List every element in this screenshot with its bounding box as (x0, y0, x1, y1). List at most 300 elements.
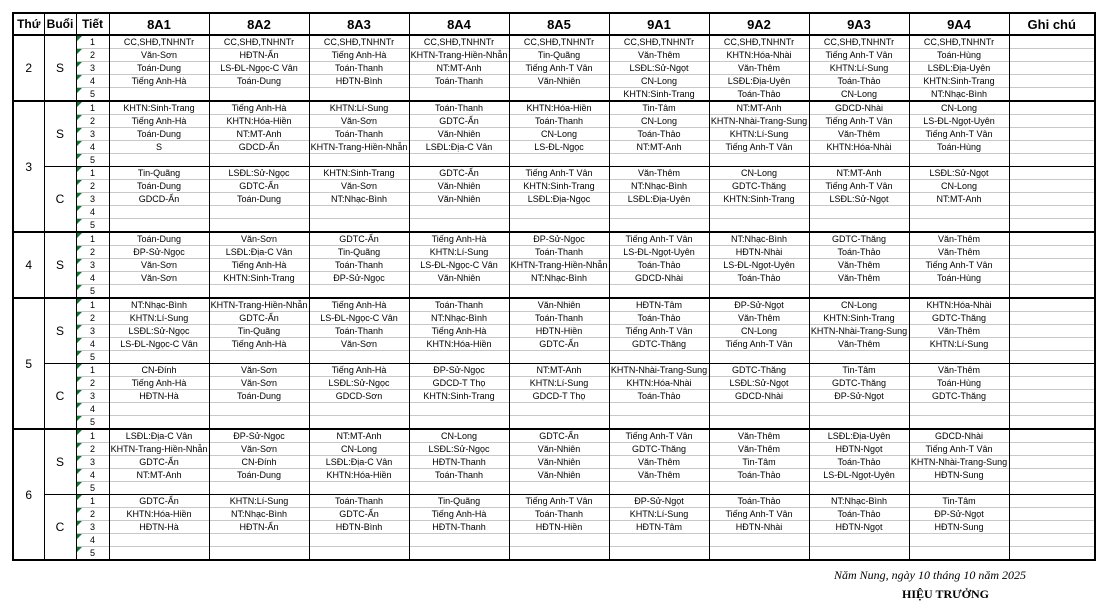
subject-cell: Văn-Thêm (709, 443, 809, 456)
note-cell (1009, 482, 1095, 495)
subject-cell: KHTN:Hóa-Hiền (109, 508, 209, 521)
subject-cell: CN-Long (609, 115, 709, 128)
class-header: 8A3 (309, 13, 409, 35)
subject-cell (809, 219, 909, 233)
subject-cell: Văn-Sơn (109, 49, 209, 62)
note-cell (1009, 246, 1095, 259)
session-header: Buổi (44, 13, 76, 35)
subject-cell: Văn-Thêm (609, 469, 709, 482)
subject-cell (609, 206, 709, 219)
table-row (13, 101, 1095, 115)
subject-cell (309, 482, 409, 495)
note-cell (1009, 219, 1095, 233)
table-row (13, 429, 1095, 443)
subject-cell (109, 547, 209, 561)
note-cell (1009, 456, 1095, 469)
subject-cell: Văn-Thêm (609, 167, 709, 180)
subject-cell: Văn-Sơn (309, 180, 409, 193)
subject-cell: KHTN:Lí-Sung (809, 62, 909, 75)
subject-cell: CN-Long (309, 443, 409, 456)
subject-cell: Toán-Dung (209, 390, 309, 403)
subject-cell: Toán-Thanh (309, 62, 409, 75)
subject-cell (609, 534, 709, 547)
subject-cell (909, 482, 1009, 495)
day-cell: 5 (13, 298, 44, 429)
subject-cell (409, 547, 509, 561)
subject-cell: NT:Nhạc-Bình (709, 232, 809, 246)
subject-cell (409, 88, 509, 102)
subject-cell: LSĐL:Sử-Ngọc (209, 167, 309, 180)
period-cell: 1 (76, 232, 109, 246)
note-cell (1009, 338, 1095, 351)
subject-cell: HĐTN-Thanh (409, 456, 509, 469)
table-row (13, 206, 1095, 219)
subject-cell: Tin-Tâm (709, 456, 809, 469)
subject-cell: Toán-Thảo (609, 390, 709, 403)
period-cell: 3 (76, 193, 109, 206)
subject-cell: HĐTN-Nhài (709, 246, 809, 259)
subject-cell: KHTN:Sinh-Trang (109, 101, 209, 115)
class-header: 9A4 (909, 13, 1009, 35)
period-cell: 3 (76, 128, 109, 141)
table-row (13, 416, 1095, 430)
subject-cell: KHTN:Hóa-Nhài (709, 49, 809, 62)
subject-cell: GDCD-Ẩn (109, 193, 209, 206)
period-cell: 3 (76, 390, 109, 403)
subject-cell: HĐTN-Bình (309, 521, 409, 534)
table-row (13, 521, 1095, 534)
subject-cell: Văn-Nhiên (509, 443, 609, 456)
subject-cell: GDCD-Sơn (309, 390, 409, 403)
subject-cell: KHTN:Hóa-Nhài (809, 141, 909, 154)
class-header: 9A1 (609, 13, 709, 35)
subject-cell: GDTC-Thăng (709, 180, 809, 193)
subject-cell: CC,SHĐ,TNHNTr (209, 35, 309, 49)
subject-cell (409, 351, 509, 364)
subject-cell: NT:Nhạc-Bình (309, 193, 409, 206)
subject-cell (409, 154, 509, 167)
note-cell (1009, 508, 1095, 521)
table-row (13, 167, 1095, 180)
subject-cell: Toán-Hùng (909, 141, 1009, 154)
note-cell (1009, 364, 1095, 377)
subject-cell: KHTN:Sinh-Trang (609, 88, 709, 102)
subject-cell (609, 403, 709, 416)
subject-cell (809, 482, 909, 495)
subject-cell (609, 482, 709, 495)
subject-cell (709, 351, 809, 364)
table-row (13, 246, 1095, 259)
subject-cell: Toán-Dung (109, 180, 209, 193)
subject-cell: Tiếng Anh-T Vân (909, 259, 1009, 272)
subject-cell: Toán-Thanh (409, 298, 509, 312)
note-cell (1009, 495, 1095, 508)
table-row (13, 338, 1095, 351)
subject-cell (909, 285, 1009, 299)
subject-cell: KHTN:Sinh-Trang (309, 167, 409, 180)
period-cell: 5 (76, 482, 109, 495)
day-cell: 4 (13, 232, 44, 298)
note-cell (1009, 128, 1095, 141)
subject-cell: Văn-Nhiên (509, 456, 609, 469)
table-row (13, 325, 1095, 338)
table-row (13, 495, 1095, 508)
subject-cell: KHTN-Trang-Hiền-Nhẫn (310, 142, 408, 152)
subject-cell: KHTN:Hóa-Nhài (909, 298, 1009, 312)
subject-cell: Văn-Nhiên (509, 469, 609, 482)
subject-cell: Toán-Dung (109, 62, 209, 75)
subject-cell: Tiếng Anh-Hà (209, 259, 309, 272)
subject-cell: Văn-Thêm (609, 456, 709, 469)
subject-cell (509, 219, 609, 233)
subject-cell: KHTN:Hóa-Hiền (409, 338, 509, 351)
subject-cell: Văn-Thêm (809, 259, 909, 272)
subject-cell (209, 154, 309, 167)
subject-cell: Văn-Nhiên (509, 75, 609, 88)
note-cell (1009, 232, 1095, 246)
subject-cell: KHTN:Hóa-Hiền (309, 469, 409, 482)
subject-cell: NT:MT-Anh (209, 128, 309, 141)
subject-cell: KHTN:Sinh-Trang (509, 180, 609, 193)
subject-cell: HĐTN-Thanh (409, 521, 509, 534)
subject-cell: GDCD-Nhài (609, 272, 709, 285)
subject-cell: ĐP-Sử-Ngọt (609, 495, 709, 508)
subject-cell: LSĐL:Địa-C Vân (309, 456, 409, 469)
table-row (13, 272, 1095, 285)
subject-cell: Tiếng Anh-Hà (209, 338, 309, 351)
subject-cell: GDCD-Nhài (909, 429, 1009, 443)
note-cell (1009, 206, 1095, 219)
note-cell (1009, 167, 1095, 180)
note-cell (1009, 180, 1095, 193)
subject-cell: CN-Long (709, 325, 809, 338)
subject-cell: LS-ĐL-Ngọt-Uyên (609, 246, 709, 259)
subject-cell (509, 547, 609, 561)
subject-cell: LSĐL:Sử-Ngọc (109, 325, 209, 338)
note-cell (1009, 521, 1095, 534)
footer-date: Năm Nung, ngày 10 tháng 10 năm 2025 (834, 568, 1026, 582)
subject-cell: NT:MT-Anh (909, 193, 1009, 206)
subject-cell: KHTN:Hóa-Hiền (209, 115, 309, 128)
subject-cell: Toán-Hùng (909, 377, 1009, 390)
table-row (13, 547, 1095, 561)
subject-cell: HĐTN-Sung (909, 469, 1009, 482)
note-cell (1009, 469, 1095, 482)
subject-cell (709, 219, 809, 233)
subject-cell: Tiếng Anh-T Vân (709, 508, 809, 521)
note-cell (1009, 88, 1095, 102)
subject-cell: Toán-Hùng (909, 272, 1009, 285)
subject-cell: Toán-Thảo (709, 469, 809, 482)
subject-cell (909, 403, 1009, 416)
subject-cell: Tiếng Anh-T Vân (509, 167, 609, 180)
subject-cell: Văn-Thêm (709, 312, 809, 325)
table-row (13, 377, 1095, 390)
subject-cell: KHTN:Sinh-Trang (809, 312, 909, 325)
subject-cell: NT:Nhạc-Bình (809, 495, 909, 508)
note-cell (1009, 141, 1095, 154)
note-cell (1009, 259, 1095, 272)
table-row (13, 390, 1095, 403)
subject-cell (209, 482, 309, 495)
subject-cell: LSĐL:Địa-Uyên (609, 193, 709, 206)
subject-cell: Toán-Thanh (509, 115, 609, 128)
period-cell: 3 (76, 456, 109, 469)
table-row (13, 88, 1095, 102)
subject-cell: Toán-Thanh (409, 75, 509, 88)
subject-cell (109, 285, 209, 299)
subject-cell: KHTN:Lí-Sung (909, 338, 1009, 351)
subject-cell: HĐTN-Hà (109, 390, 209, 403)
subject-cell: GDTC-Ẩn (409, 167, 509, 180)
subject-cell: LSĐL:Địa-Ngọc (509, 193, 609, 206)
subject-cell (709, 403, 809, 416)
subject-cell: Toán-Thảo (809, 508, 909, 521)
subject-cell: CN-Đính (109, 364, 209, 377)
subject-cell: NT:MT-Anh (809, 167, 909, 180)
class-header: 9A2 (709, 13, 809, 35)
subject-cell: CC,SHĐ,TNHNTr (509, 35, 609, 49)
subject-cell: Tin-Tâm (809, 364, 909, 377)
subject-cell: CC,SHĐ,TNHNTr (109, 35, 209, 49)
subject-cell: Toán-Dung (209, 469, 309, 482)
subject-cell (509, 285, 609, 299)
note-cell (1009, 285, 1095, 299)
subject-cell: ĐP-Sử-Ngọt (909, 508, 1009, 521)
subject-cell: Văn-Nhiên (409, 193, 509, 206)
subject-cell: NT:MT-Anh (309, 429, 409, 443)
subject-cell: CC,SHĐ,TNHNTr (709, 35, 809, 49)
subject-cell: Tiếng Anh-T Vân (709, 141, 809, 154)
note-cell (1009, 443, 1095, 456)
subject-cell: HĐTN-Ngọt (809, 521, 909, 534)
period-cell: 2 (76, 115, 109, 128)
subject-cell: NT:Nhạc-Bình (209, 508, 309, 521)
subject-cell: Toán-Thảo (709, 272, 809, 285)
subject-cell: ĐP-Sử-Ngọc (509, 232, 609, 246)
subject-cell (309, 206, 409, 219)
subject-cell: Tiếng Anh-Hà (309, 298, 409, 312)
subject-cell: GDCD-Nhài (709, 390, 809, 403)
subject-cell: Tiếng Anh-T Vân (509, 495, 609, 508)
subject-cell: KHTN:Lí-Sung (509, 377, 609, 390)
session-cell: S (44, 101, 76, 167)
subject-cell: KHTN-Nhài-Trang-Sung (710, 116, 808, 126)
subject-cell (809, 403, 909, 416)
note-cell (1009, 115, 1095, 128)
subject-cell (109, 416, 209, 430)
subject-cell (609, 154, 709, 167)
subject-cell: CN-Long (909, 180, 1009, 193)
table-row (13, 469, 1095, 482)
table-row (13, 193, 1095, 206)
subject-cell: GDCD-T Thọ (409, 377, 509, 390)
subject-cell: GDTC-Ẩn (509, 338, 609, 351)
subject-cell: Tiếng Anh-Hà (409, 508, 509, 521)
period-cell: 4 (76, 469, 109, 482)
subject-cell: Tiếng Anh-Hà (309, 49, 409, 62)
subject-cell: Văn-Thêm (909, 246, 1009, 259)
subject-cell: HĐTN-Tâm (609, 298, 709, 312)
subject-cell: KHTN:Sinh-Trang (409, 390, 509, 403)
table-row (13, 35, 1095, 49)
note-cell (1009, 377, 1095, 390)
subject-cell: KHTN:Sinh-Trang (709, 193, 809, 206)
subject-cell: ĐP-Sử-Ngọc (309, 272, 409, 285)
session-cell: C (44, 495, 76, 561)
subject-cell (109, 534, 209, 547)
note-cell (1009, 429, 1095, 443)
subject-cell: LSĐL:Địa-Uyên (709, 75, 809, 88)
subject-cell: GDTC-Thăng (809, 232, 909, 246)
timetable-body (13, 35, 1095, 560)
subject-cell: NT:Nhạc-Bình (109, 298, 209, 312)
subject-cell: Văn-Thêm (909, 325, 1009, 338)
subject-cell (309, 534, 409, 547)
subject-cell (809, 285, 909, 299)
note-cell (1009, 547, 1095, 561)
session-cell: S (44, 232, 76, 298)
subject-cell: Tiếng Anh-T Vân (709, 338, 809, 351)
subject-cell (509, 403, 609, 416)
note-cell (1009, 351, 1095, 364)
subject-cell: LS-ĐL-Ngọc-C Vân (409, 259, 509, 272)
subject-cell: GDTC-Thăng (609, 338, 709, 351)
subject-cell (409, 482, 509, 495)
subject-cell (809, 547, 909, 561)
subject-cell: HĐTN-Hiền (509, 521, 609, 534)
period-cell: 1 (76, 298, 109, 312)
table-row (13, 508, 1095, 521)
subject-cell: KHTN-Trang-Hiền-Nhẫn (510, 260, 608, 270)
subject-cell: GDTC-Thăng (609, 443, 709, 456)
subject-cell: GDTC-Ẩn (109, 495, 209, 508)
period-cell: 3 (76, 259, 109, 272)
subject-cell: Tiếng Anh-T Vân (609, 429, 709, 443)
subject-cell: Toán-Dung (109, 232, 209, 246)
subject-cell: NT:MT-Anh (609, 141, 709, 154)
subject-cell (809, 154, 909, 167)
period-cell: 3 (76, 521, 109, 534)
table-row (13, 232, 1095, 246)
subject-cell: Toán-Thảo (709, 88, 809, 102)
subject-cell: GDTC-Ẩn (309, 232, 409, 246)
subject-cell: Văn-Thêm (809, 272, 909, 285)
note-cell (1009, 403, 1095, 416)
subject-cell (509, 88, 609, 102)
table-row (13, 364, 1095, 377)
subject-cell: Toán-Thanh (509, 246, 609, 259)
subject-cell (109, 403, 209, 416)
subject-cell (309, 219, 409, 233)
period-cell: 3 (76, 325, 109, 338)
subject-cell: Toán-Thanh (309, 495, 409, 508)
subject-cell: Văn-Sơn (209, 377, 309, 390)
subject-cell: LSĐL:Địa-C Vân (409, 141, 509, 154)
subject-cell: ĐP-Sử-Ngọt (709, 298, 809, 312)
subject-cell: Văn-Sơn (209, 232, 309, 246)
table-row (13, 259, 1095, 272)
period-cell: 4 (76, 338, 109, 351)
period-cell: 4 (76, 141, 109, 154)
subject-cell (709, 547, 809, 561)
subject-cell: CN-Long (709, 167, 809, 180)
period-cell: 4 (76, 272, 109, 285)
timetable (12, 12, 1096, 561)
subject-cell: GDTC-Ẩn (509, 429, 609, 443)
subject-cell (909, 206, 1009, 219)
note-cell (1009, 101, 1095, 115)
note-cell (1009, 312, 1095, 325)
subject-cell: Toán-Thanh (409, 101, 509, 115)
subject-cell: Tin-Quãng (109, 167, 209, 180)
subject-cell: Tiếng Anh-T Vân (909, 128, 1009, 141)
subject-cell: GDTC-Ẩn (209, 312, 309, 325)
subject-cell: Tiếng Anh-T Vân (909, 443, 1009, 456)
subject-cell: CC,SHĐ,TNHNTr (309, 35, 409, 49)
subject-cell: Tiếng Anh-T Vân (809, 115, 909, 128)
table-row (13, 482, 1095, 495)
day-header: Thứ (13, 13, 44, 35)
subject-cell (409, 219, 509, 233)
subject-cell (409, 206, 509, 219)
note-cell (1009, 49, 1095, 62)
period-cell: 2 (76, 443, 109, 456)
subject-cell: Văn-Sơn (309, 338, 409, 351)
subject-cell: Văn-Sơn (109, 259, 209, 272)
note-cell (1009, 75, 1095, 88)
subject-cell (209, 206, 309, 219)
subject-cell (209, 403, 309, 416)
subject-cell (509, 482, 609, 495)
subject-cell: Toán-Thảo (809, 246, 909, 259)
table-row (13, 285, 1095, 299)
subject-cell: Văn-Sơn (209, 364, 309, 377)
subject-cell: KHTN-Trang-Hiền-Nhẫn (110, 444, 208, 454)
subject-cell: NT:MT-Anh (709, 101, 809, 115)
subject-cell: Toán-Thảo (709, 495, 809, 508)
session-cell: C (44, 167, 76, 233)
subject-cell: NT:MT-Anh (109, 469, 209, 482)
period-cell: 4 (76, 403, 109, 416)
subject-cell: NT:Nhạc-Bình (909, 88, 1009, 102)
subject-cell (109, 154, 209, 167)
subject-cell: KHTN-Nhài-Trang-Sung (610, 365, 708, 375)
subject-cell: Tiếng Anh-T Vân (609, 325, 709, 338)
period-cell: 5 (76, 351, 109, 364)
subject-cell (809, 351, 909, 364)
period-cell: 5 (76, 416, 109, 430)
subject-cell: Toán-Dung (209, 75, 309, 88)
session-cell: S (44, 429, 76, 495)
subject-cell: Toán-Thanh (509, 312, 609, 325)
subject-cell (909, 416, 1009, 430)
subject-cell: Toán-Dung (109, 128, 209, 141)
subject-cell: GDCD-Nhài (809, 101, 909, 115)
subject-cell: Toán-Thanh (309, 325, 409, 338)
period-cell: 2 (76, 508, 109, 521)
subject-cell: Toán-Dung (209, 193, 309, 206)
class-header: 9A3 (809, 13, 909, 35)
subject-cell (809, 534, 909, 547)
subject-cell: Tin-Quãng (509, 49, 609, 62)
subject-cell: LSĐL:Địa-C Vân (209, 246, 309, 259)
subject-cell: CN-Long (409, 429, 509, 443)
subject-cell: Văn-Sơn (209, 443, 309, 456)
subject-cell (809, 206, 909, 219)
subject-cell: KHTN:Lí-Sung (109, 312, 209, 325)
subject-cell: Tin-Tâm (909, 495, 1009, 508)
